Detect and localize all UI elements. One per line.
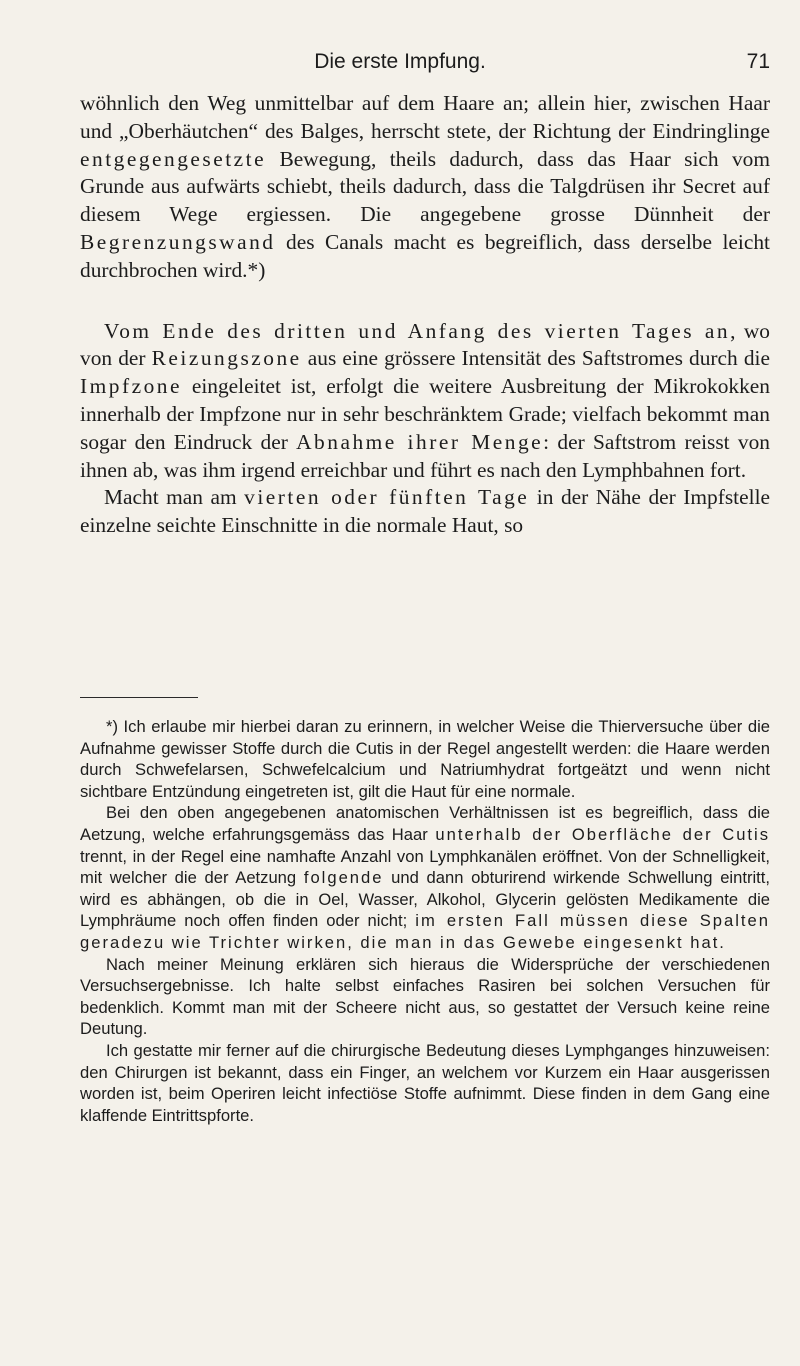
spaced-emphasis: Reizungszone: [151, 346, 302, 371]
text-run: aus eine grössere Intensität des Saftstromes durch die: [301, 346, 770, 371]
text-run: Macht man am: [104, 485, 245, 510]
spaced-emphasis: Vom Ende des dritten und Anfang des vierten Tages an: [104, 318, 731, 343]
spaced-emphasis: unterhalb der Oberfläche der Cutis: [435, 824, 771, 844]
text-run: : der Saftstrom reisst von ihnen ab, was ihm irgend erreichbar und führt es nach den Lymphbahnen fort.: [80, 429, 770, 482]
footnote-rule: [80, 697, 198, 698]
spaced-emphasis: Impfzone: [80, 374, 182, 399]
text-run: eingeleitet ist, erfolgt die weitere Ausbreitung der Mikrokokken innerhalb der Impfzone nur in sehr beschränktem Grade; vielfach bekommt man sogar den Eindruck der: [80, 374, 770, 454]
main-text: [80, 90, 770, 540]
text-run: in der Nähe der Impfstelle einzelne seichte Einschnitte in die normale Haut, so: [80, 485, 771, 538]
text-run: , wo von der: [80, 318, 770, 371]
footnotes: [80, 716, 770, 1126]
text-run: trennt, in der Regel eine namhafte Anzahl von Lymphkanälen eröffnet. Von der Schnelligkeit, mit welcher die der Aetzung: [80, 846, 770, 888]
text-run: wöhnlich den Weg unmittelbar auf dem Haare an; allein hier, zwischen Haar und „Oberhäutchen“ des Balges, herrscht stete, der Richtung der Eindringlinge: [80, 91, 770, 143]
page-number: 71: [746, 50, 770, 73]
text-run: Bei den oben angegebenen anatomischen Verhältnissen ist es begreiflich, dass die Aetzung, welche erfahrungsgemäss das Haar: [80, 803, 770, 844]
footnote-4: Ich gestatte mir ferner auf die chirurgische Bedeutung dieses Lymphganges hinzuweisen: den Chirurgen ist bekannt, dass ein Finger, an welchem vor Kurzem ein Haar ausgerissen worden ist, beim Operiren leicht infectiöse Stoffe aufnimmt. Diese finden in dem Gang eine klaffende Eintrittspforte.: [80, 1040, 770, 1125]
footnote-1: *) Ich erlaube mir hierbei daran zu erinnern, in welcher Weise die Thierversuche über die Aufnahme gewisser Stoffe durch die Cutis in der Regel angestellt werden: die Haare werden durch Schwefelarsen, Schwefelcalcium und Natriumhydrat fortgeätzt und wenn nicht sichtbare Entzündung eingetreten ist, gilt die Haut für eine normale.: [80, 717, 770, 801]
paragraph-2: [80, 318, 770, 485]
footnote-3: Nach meiner Meinung erklären sich hieraus die Widersprüche der verschiedenen Versuchsergebnisse. Ich halte selbst einfaches Rasiren bei solchen Versuchen für bedenklich. Kommt man mit der Scheere nicht aus, so gestattet der Versuch keine reine Deutung.: [80, 954, 770, 1039]
spaced-emphasis: Begrenzungswand: [80, 229, 276, 254]
paragraph-3: [80, 484, 770, 540]
spaced-emphasis: entgegengesetzte: [80, 146, 267, 171]
paragraph-1: [80, 90, 770, 285]
text-run: und dann obturirend wirkende Schwellung eintritt, wird es abhängen, ob die in Oel, Wasser, Alkohol, Glycerin gelösten Medikamente die Lymphräume noch offen finden oder nicht;: [80, 868, 770, 931]
spaced-emphasis: im ersten Fall müssen diese Spalten geradezu wie Trichter wirken, die man in das Gewebe eingesenkt hat.: [80, 911, 770, 952]
spaced-emphasis: vierten oder fünften Tage: [244, 485, 530, 510]
running-header: [0, 50, 800, 76]
text-run: des Canals macht es begreiflich, dass derselbe leicht durchbrochen wird.*): [80, 229, 770, 282]
spaced-emphasis: folgende: [303, 868, 384, 888]
running-title: Die erste Impfung.: [314, 50, 486, 73]
text-run: Bewegung, theils dadurch, dass das Haar sich vom Grunde aus aufwärts schiebt, theils dadurch, dass die Talgdrüsen ihr Secret auf diesem Wege ergiessen. Die angegebene grosse Dünnheit der: [80, 146, 770, 227]
spaced-emphasis: Abnahme ihrer Menge: [296, 429, 544, 454]
footnote-2: [80, 802, 770, 953]
